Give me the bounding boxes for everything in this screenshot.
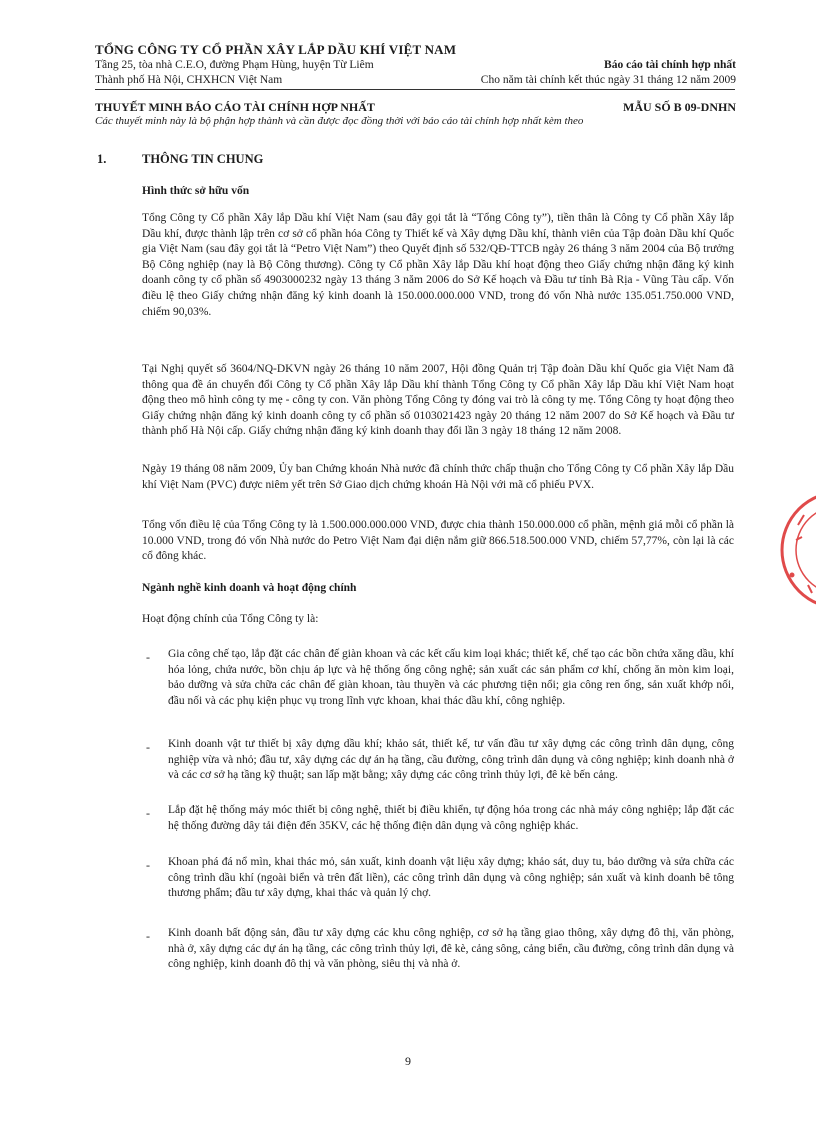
report-period: Cho năm tài chính kết thúc ngày 31 tháng 12 năm 2009 xyxy=(480,74,736,86)
header-divider xyxy=(95,89,735,90)
company-address-line-2: Thành phố Hà Nội, CHXHCN Việt Nam xyxy=(95,74,283,86)
report-title: Báo cáo tài chính hợp nhất xyxy=(604,59,736,71)
stamp-inner-ring xyxy=(796,506,816,594)
company-address-line-1: Tầng 25, tòa nhà C.E.O, đường Phạm Hùng, huyện Từ Liêm xyxy=(95,59,374,71)
business-item: Kinh doanh vật tư thiết bị xây dựng dầu khí; khảo sát, thiết kế, tư vấn đầu tư xây dựng các công trình dân dụng, công nghiệp vừa và nhỏ; đầu tư, xây dựng các dự án hạ tầng, cầu đường, công trình dân dụng và công nghiệp; kinh doanh nhà ở và các cơ sở hạ tầng kỹ thuật; san lấp mặt bằng; xây dựng các công trình thủy lợi, đê kè bến cảng. xyxy=(168,738,734,782)
business-heading: Ngành nghề kinh doanh và hoạt động chính xyxy=(142,582,357,594)
company-seal-stamp-icon xyxy=(778,485,816,615)
ownership-paragraph-4: Tổng vốn điều lệ của Tổng Công ty là 1.500.000.000.000 VND, được chia thành 150.000.000 cổ phần, mệnh giá mỗi cổ phần là 10.000 VND, trong đó vốn Nhà nước do Petro Việt Nam đại diện nắm giữ 866.518.500.000 VND, chiếm 57,77%, còn lại là các cổ đông khác. xyxy=(142,519,734,563)
company-name: TỔNG CÔNG TY CỔ PHẦN XÂY LẮP DẦU KHÍ VIỆT NAM xyxy=(95,42,457,57)
section-title: THÔNG TIN CHUNG xyxy=(142,152,264,166)
bullet-dash: - xyxy=(146,740,150,754)
business-item: Khoan phá đá nổ mìn, khai thác mỏ, sản xuất, kinh doanh vật liệu xây dựng; khảo sát, duy tu, bảo dưỡng và sửa chữa các công trình dầu khí (ngoài biển và trên đất liền), các công trình dân dụng và công nghiệp; sản xuất và kinh doanh bê tông thương phẩm; đầu tư xây dựng, khai thác và quản lý chợ. xyxy=(168,856,734,900)
bullet-dash: - xyxy=(146,929,150,943)
business-item: Gia công chế tạo, lắp đặt các chân đế giàn khoan và các kết cấu kim loại khác; thiết kế, chế tạo các bồn chứa xăng dầu, khí hóa lỏng, chứa nước, bồn chịu áp lực và hệ thống ống công nghệ; sản xuất các sản phẩm cơ khí, chống ăn mòn kim loại, bảo dưỡng và sửa chữa các chân đế giàn khoan, tàu thuyền và các phương tiện nổi; gia công ren ống, sản xuất khớp nối, đầu nối và các phụ kiện phục vụ trong lĩnh vực khoan, khai thác dầu khí, công nghiệp. xyxy=(168,648,734,707)
business-item: Kinh doanh bất động sản, đầu tư xây dựng các khu công nghiệp, cơ sở hạ tầng giao thông, xây dựng đô thị, văn phòng, nhà ở, xây dựng các dự án hạ tầng, các công trình thủy lợi, đê kè, cảng sông, cảng biển, cầu đường, công trình dân dụng và công nghiệp, kinh doanh đô thị và văn phòng, siêu thị và nhà ở. xyxy=(168,927,734,971)
business-item: Lắp đặt hệ thống máy móc thiết bị công nghệ, thiết bị điều khiển, tự động hóa trong các nhà máy công nghiệp; lắp đặt các hệ thống đường dây tải điện đến 35KV, các hệ thống điện dân dụng và công nghiệp khác. xyxy=(168,804,734,832)
bullet-dash: - xyxy=(146,806,150,820)
ownership-paragraph-1: Tổng Công ty Cổ phần Xây lắp Dầu khí Việt Nam (sau đây gọi tắt là “Tổng Công ty”), tiền thân là Công ty Cổ phần Xây lắp Dầu khí, được thành lập trên cơ sở cổ phần hóa Công ty Thiết kế và Xây dựng Dầu khí, thành viên của Tập đoàn Dầu khí Quốc gia Việt Nam (sau đây gọi tắt là “Petro Việt Nam”) theo Quyết định số 532/QĐ-TTCB ngày 26 tháng 3 năm 2004 của Bộ trưởng Bộ Công nghiệp (nay là Bộ Công thương). Công ty Cổ phần Xây lắp Dầu khí hoạt động theo Giấy chứng nhận đăng ký kinh doanh công ty cổ phần số 4903000232 ngày 13 tháng 3 năm 2006 do Sở Kế hoạch và Đầu tư tỉnh Bà Rịa - Vũng Tàu cấp. Vốn điều lệ theo Giấy chứng nhận đăng ký kinh doanh là 150.000.000.000 VND, trong đó vốn Nhà nước 135.051.750.000 VND, chiếm 90,03%. xyxy=(142,212,734,318)
form-code: MẪU SỐ B 09-DNHN xyxy=(623,100,736,114)
notes-title: THUYẾT MINH BÁO CÁO TÀI CHÍNH HỢP NHẤT xyxy=(95,100,375,114)
business-intro: Hoạt động chính của Tổng Công ty là: xyxy=(142,613,319,625)
stamp-dot xyxy=(790,573,795,578)
bullet-dash: - xyxy=(146,650,150,664)
notes-subtitle: Các thuyết minh này là bộ phận hợp thành và cần được đọc đồng thời với báo cáo tài chính hợp nhất kèm theo xyxy=(95,115,584,127)
ownership-paragraph-2: Tại Nghị quyết số 3604/NQ-DKVN ngày 26 tháng 10 năm 2007, Hội đồng Quản trị Tập đoàn Dầu khí Quốc gia Việt Nam đã thông qua đề án chuyển đổi Công ty Cổ phần Xây lắp Dầu khí thành Tổng Công ty Cổ phần Xây lắp Dầu khí Việt Nam hoạt động theo mô hình công ty mẹ - công ty con. Văn phòng Tổng Công ty đóng vai trò là công ty mẹ. Tổng Công ty hoạt động theo Giấy chứng nhận đăng ký kinh doanh công ty cổ phần số 0103021423 ngày 20 tháng 12 năm 2007 do Sở Kế hoạch và Đầu tư thành phố Hà Nội cấp. Giấy chứng nhận đăng ký kinh doanh thay đổi lần 3 ngày 18 tháng 12 năm 2008. xyxy=(142,363,734,438)
page-number: 9 xyxy=(405,1054,411,1068)
section-number: 1. xyxy=(97,152,107,166)
bullet-dash: - xyxy=(146,858,150,872)
ownership-paragraph-3: Ngày 19 tháng 08 năm 2009, Ủy ban Chứng khoán Nhà nước đã chính thức chấp thuận cho Tổng Công ty Cổ phần Xây lắp Dầu khí Việt Nam (PVC) được niêm yết trên Sở Giao dịch chứng khoán Hà Nội với mã cổ phiếu PVX. xyxy=(142,463,734,491)
ownership-heading: Hình thức sở hữu vốn xyxy=(142,185,250,197)
